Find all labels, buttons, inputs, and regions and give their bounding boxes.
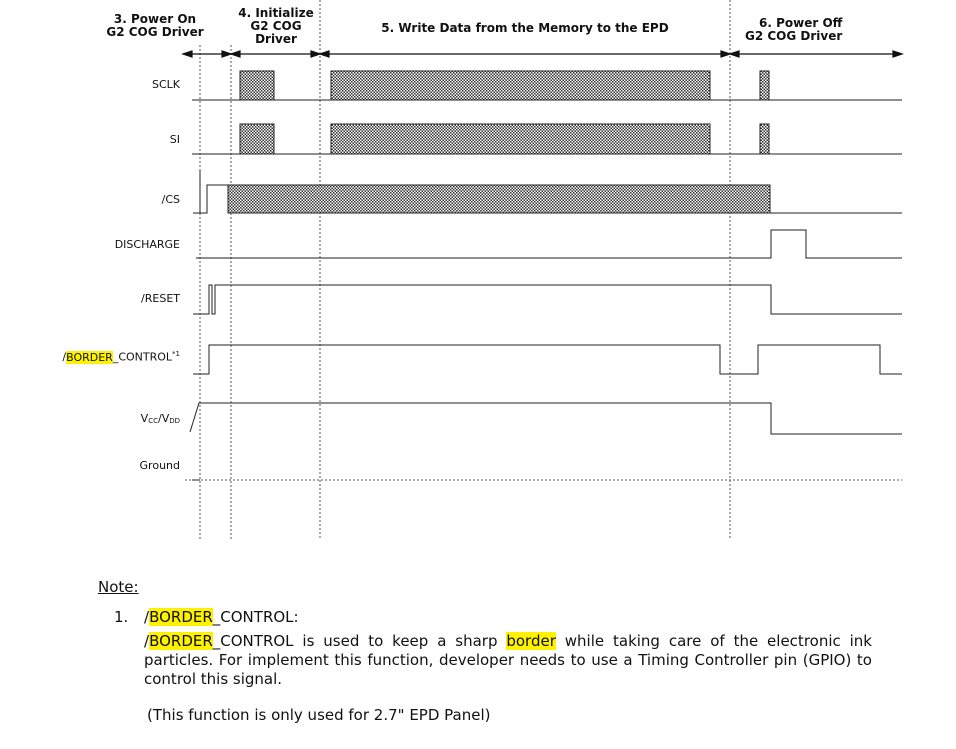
- note-body: [144, 632, 872, 689]
- body-prefix: /: [144, 632, 150, 650]
- border-control-waveform: [193, 345, 902, 374]
- phase-5-label: 5. Write Data from the Memory to the EPD: [381, 21, 669, 35]
- signal-label-si: SI: [169, 133, 180, 146]
- border-prefix: /: [62, 350, 67, 364]
- vcc-waveform: [190, 403, 902, 434]
- body-highlight-2: border: [506, 632, 556, 650]
- heading-highlight: BORDER: [149, 608, 213, 626]
- phase-4-label: [228, 7, 324, 46]
- border-suffix: _CONTROL: [112, 350, 173, 364]
- reset-waveform: [193, 285, 902, 314]
- phase-4-line3: Driver: [255, 32, 297, 46]
- phase-6-line2: G2 COG Driver: [745, 29, 843, 43]
- discharge-waveform: [196, 230, 902, 258]
- footnote-marker: *1: [172, 350, 180, 358]
- note-sub: (This function is only used for 2.7" EPD Panel): [147, 706, 491, 724]
- note-number: 1.: [114, 608, 129, 626]
- signal-label-ground: Ground: [139, 459, 180, 472]
- body-suffix: while taking care of the electronic ink particles. For implement this function, developer needs to use a Timing Controller pin (GPIO) to control this signal.: [144, 632, 872, 688]
- signal-label-border-control: [0, 350, 180, 364]
- cs-waveform: [193, 170, 902, 213]
- phase-3-line1: 3. Power On: [113, 12, 197, 26]
- signal-label-discharge: DISCHARGE: [114, 238, 180, 251]
- phase-arrows: [183, 51, 902, 57]
- vdd-v: /V: [157, 412, 170, 425]
- signal-label-reset: /RESET: [141, 292, 180, 305]
- vcc-sub: CC: [148, 417, 158, 425]
- note-heading: [144, 608, 299, 627]
- note-title: Note:: [98, 578, 139, 596]
- body-highlight-1: BORDER: [149, 632, 213, 650]
- border-highlight: BORDER: [66, 350, 113, 364]
- phase-6-label: [745, 17, 895, 43]
- phase-3-line2: G2 COG Driver: [106, 25, 204, 39]
- vdd-sub: DD: [169, 417, 180, 425]
- signal-label-vcc-vdd: [0, 412, 180, 425]
- phase-3-label: [100, 13, 210, 39]
- body-middle: _CONTROL is used to keep a sharp: [212, 632, 507, 650]
- sclk-waveform: [192, 71, 902, 100]
- phase-4-line2: G2 COG: [250, 19, 302, 33]
- heading-suffix: _CONTROL:: [212, 608, 299, 626]
- vcc-v: V: [140, 412, 149, 425]
- phase-4-line1: 4. Initialize: [238, 6, 314, 20]
- si-waveform: [192, 124, 902, 154]
- signal-label-cs: /CS: [161, 193, 180, 206]
- phase-6-line1: 6. Power Off: [759, 16, 843, 30]
- heading-prefix: /: [144, 608, 150, 626]
- signal-label-sclk: SCLK: [151, 78, 180, 91]
